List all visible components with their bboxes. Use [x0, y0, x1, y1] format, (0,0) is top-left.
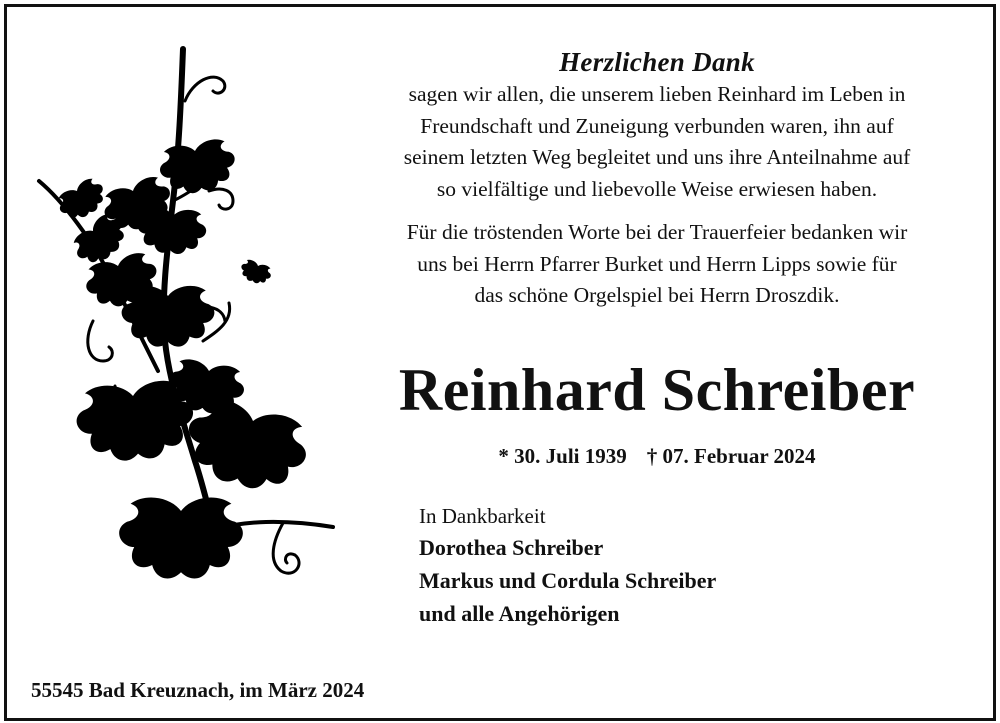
life-dates — [337, 442, 977, 470]
signoff-intro: In Dankbarkeit — [419, 504, 546, 528]
death-date: † 07. Februar 2024 — [646, 444, 816, 468]
heading: Herzlichen Dank — [559, 47, 755, 77]
paragraph-line: so vielfältige und liebevolle Weise erwiesen haben. — [436, 176, 878, 201]
birth-date: * 30. Juli 1939 — [498, 444, 627, 468]
deceased-name: Reinhard Schreiber — [398, 357, 916, 423]
paragraph-line: uns bei Herrn Pfarrer Burket und Herrn Lipps sowie für — [417, 251, 897, 276]
paragraph-line: das schöne Orgelspiel bei Herrn Droszdik. — [474, 283, 840, 307]
paragraph-thanks — [327, 79, 987, 205]
paragraph-line: seinem letzten Weg begleitet und uns ihre Anteilnahme auf — [403, 145, 911, 169]
grapevine-icon — [33, 41, 343, 606]
notice-frame — [4, 4, 996, 721]
mourner-name: Dorothea Schreiber — [419, 535, 604, 560]
signoff — [419, 501, 979, 630]
paragraph-line: Für die tröstenden Worte bei der Trauerfeier bedanken wir — [406, 220, 908, 244]
mourner-name: Markus und Cordula Schreiber — [419, 568, 717, 593]
paragraph-line: Freundschaft und Zuneigung verbunden waren, ihn auf — [420, 113, 894, 138]
mourner-name: und alle Angehörigen — [419, 601, 620, 626]
place-date: 55545 Bad Kreuznach, im März 2024 — [31, 678, 365, 702]
paragraph-line: sagen wir allen, die unserem lieben Reinhard im Leben in — [408, 82, 906, 106]
thanks-text — [327, 45, 987, 312]
paragraph-acknowledgements — [327, 217, 987, 312]
